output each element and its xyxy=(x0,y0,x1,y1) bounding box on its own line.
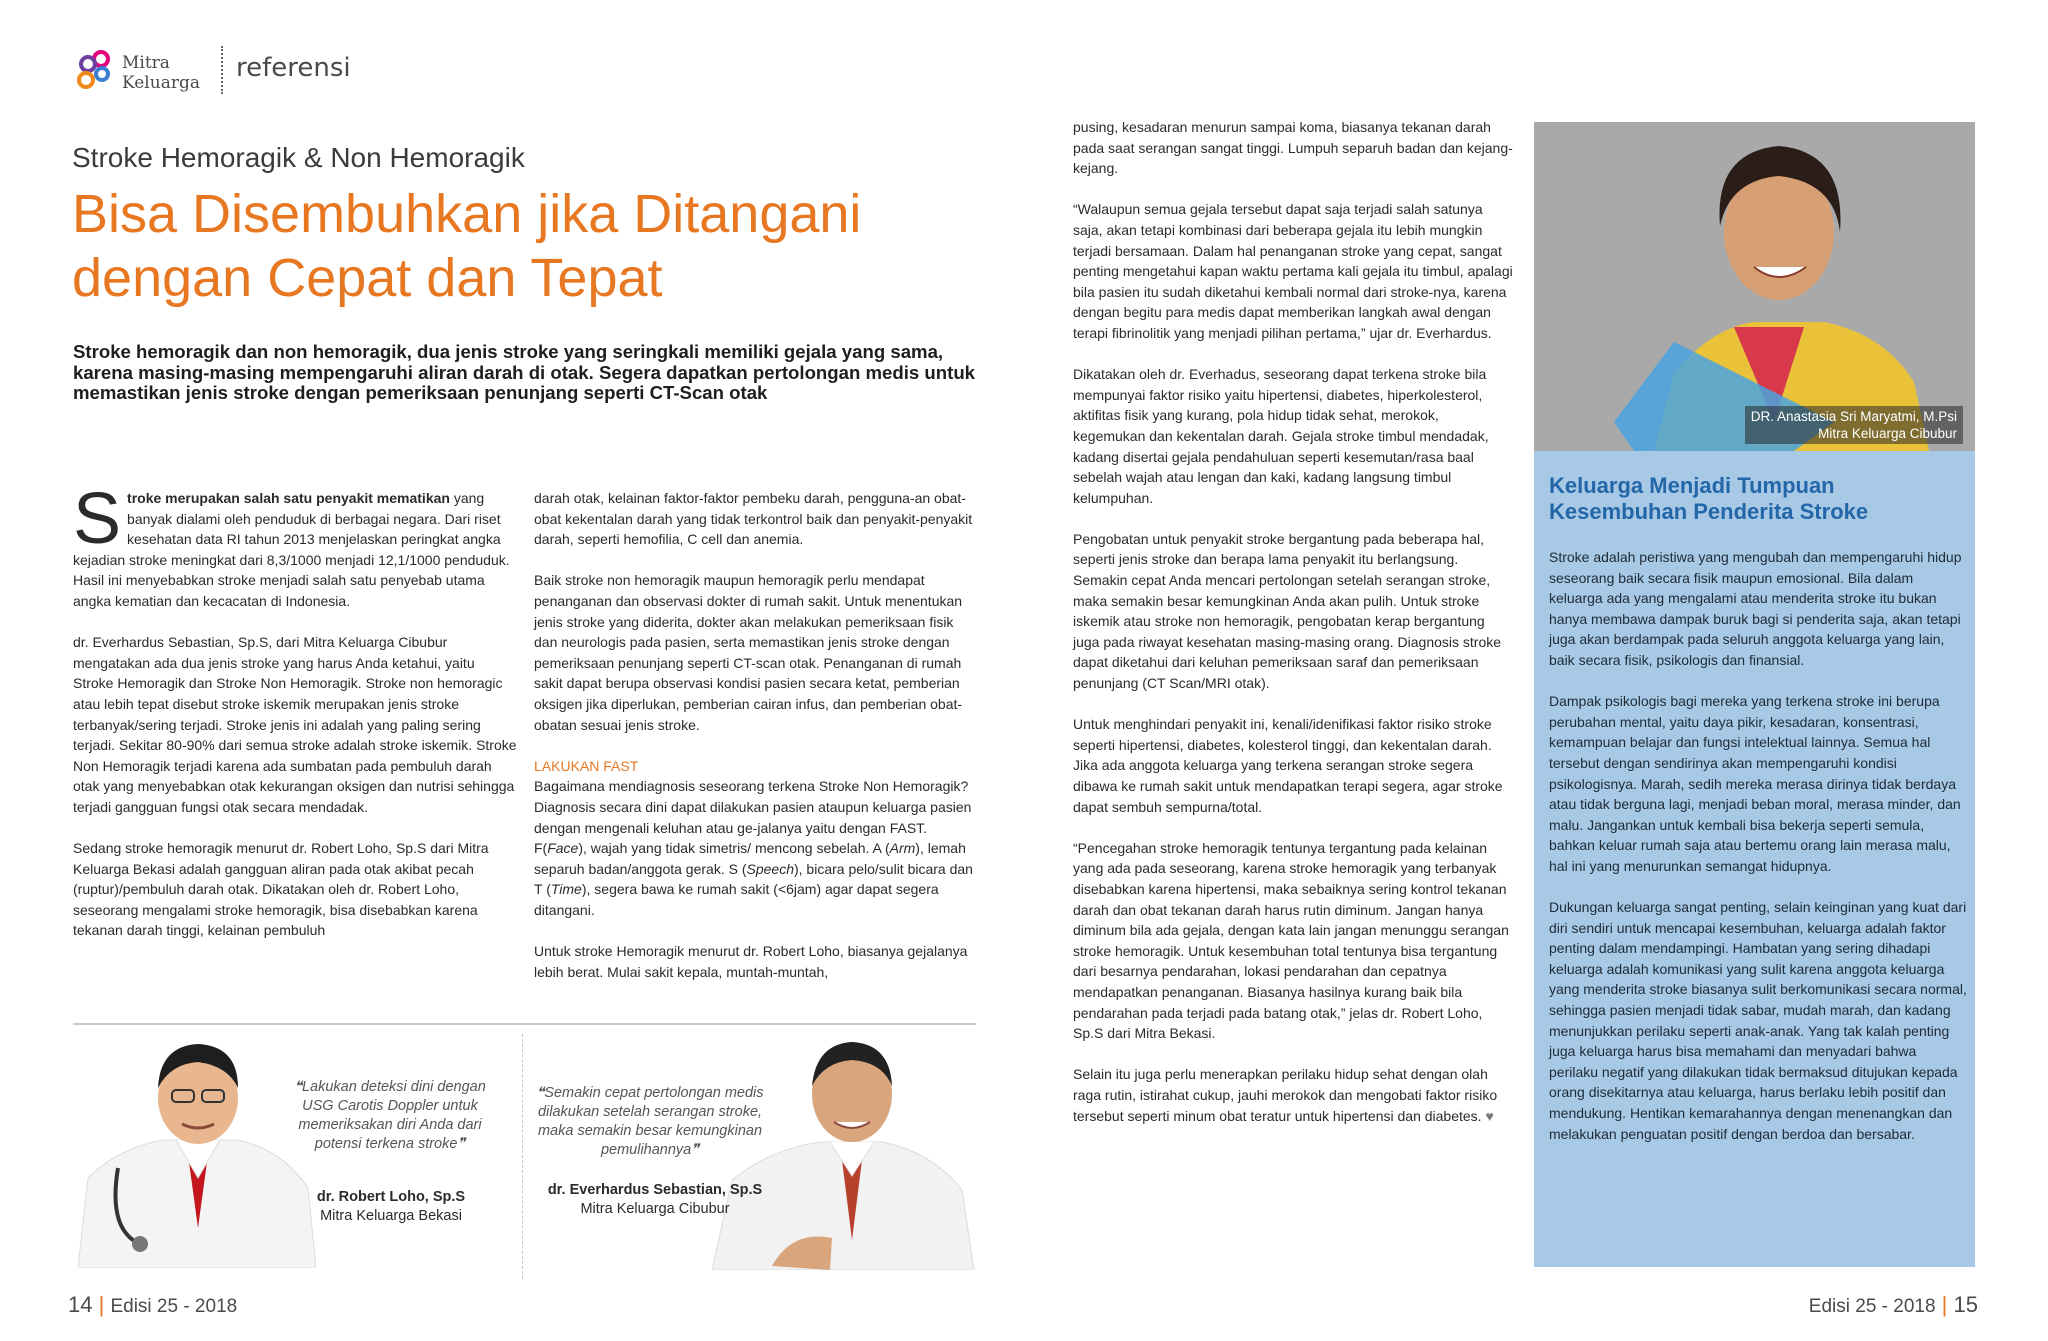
body-column-1 xyxy=(73,479,517,962)
paragraph: Untuk menghindari penyakit ini, kenali/idenifikasi faktor risiko stroke seperti hipertensi, diabetes, kolesterol tinggi, dan kekentalan darah. Jika ada anggota keluarga yang terkena serangan stroke segera dibawa ke rumah sakit untuk mendapatkan terapi segera, agar stroke dapat sembuh sempurna/total. xyxy=(1073,716,1503,815)
sidebar-paragraph: Dukungan keluarga sangat penting, selain keinginan yang kuat dari diri sendiri untuk mencapai kesembuhan, keluarga adalah faktor penting dalam mendampingi. Hambatan yang sering dihadapi keluarga adalah komunikasi yang sulit karena anggota keluarga yang menderita stroke biasanya sulit berkomunikasi secara normal, sehingga pasien menjadi tidak sabar, mudah marah, dan kadang menunjukkan perilaku seperti anak-anak. Yang tak kalah penting juga keluarga harus bisa memahami dan menyadari bahwa perilaku negatif yang dilakukan tidak bermaksud ditujukan kepada orang disekitarnya atau keluarga, harus berlaku lebih positif dan mendukung. Hentikan kemarahannya dengan menenangkan dan melakukan penguatan positif dengan berdoa dan bersabar. xyxy=(1549,899,1967,1142)
paragraph: Untuk stroke Hemoragik menurut dr. Robert Loho, biasanya gejalanya lebih berat. Mulai sakit kepala, muntah-muntah, xyxy=(534,943,968,980)
page-number-right: 15 xyxy=(1953,1292,1978,1317)
headline xyxy=(72,182,1032,310)
doctor-hospital: Mitra Keluarga Bekasi xyxy=(320,1208,462,1224)
paragraph: “Pencegahan stroke hemoragik tentunya tergantung pada kelainan yang ada pada seseorang, karena stroke hemoragik yang terbanyak disebabkan karena hipertensi, maka sebaiknya sering kontrol tekanan darah dan obat tekanan darah harus rutin diminum. Jangan hanya diminum bila ada gejala, dengan kata lain jangan menunggu serangan stroke hemoragik. Untuk kesembuhan total tentunya bisa tergantung dari besarnya pendarahan, lokasi pendarahan dan cepatnya mendapatkan penanganan. Biasanya hasilnya kurang baik bila pendarahan pada terjadi pada batang otak,” jelas dr. Robert Loho, Sp.S dari Mitra Bekasi. xyxy=(1073,839,1509,1042)
psychologist-hospital: Mitra Keluarga Cibubur xyxy=(1818,426,1957,441)
text-run: ), lemah separuh badan/anggota gerak. S ( xyxy=(534,840,966,877)
header-divider xyxy=(221,46,223,94)
paragraph: darah otak, kelainan faktor-faktor pembeku darah, pengguna-an obat-obat kekentalan darah yang tidak terkontrol baik dan penyakit-penyakit darah, seperti hemofilia, C cell dan anemia. xyxy=(534,490,973,548)
quote-divider xyxy=(522,1034,523,1279)
logo-line1: Mitra xyxy=(122,53,170,73)
paragraph: Baik stroke non hemoragik maupun hemoragik perlu mendapat penanganan dan observasi dokter di rumah sakit. Untuk menentukan jenis stroke yang diderita, dokter akan melakukan pemeriksaan fisik dan neurologis pada pasien, serta memastikan jenis stroke dengan pemeriksaan penunjang seperti CT-scan otak. Penanganan di rumah sakit dapat berupa observasi kondisi pasien secara ketat, pemberian oksigen jika diperlukan, pemberian cairan infus, dan pemberian obat-obatan sesuai jenis stroke. xyxy=(534,572,963,733)
text-run: Face xyxy=(547,840,579,857)
caption-everhardus xyxy=(540,1181,770,1219)
logo-text xyxy=(122,53,200,93)
paragraph: Pengobatan untuk penyakit stroke bergantung pada beberapa hal, seperti jenis stroke dan berapa lama penyakit itu berlangsung. Semakin cepat Anda mencari pertolongan setelah serangan stroke, maka semakin besar kemungkinan Anda akan pulih. Untuk stroke iskemik atau stroke non hemoragik, pengobatan kerap bergantung juga pada riwayat kesehatan masing-masing orang. Diagnosis stroke dapat diketahui dari keluhan pemeriksaan saraf dan pemeriksaan penunjang (CT Scan/MRI otak). xyxy=(1073,530,1502,692)
doctor-hospital: Mitra Keluarga Cibubur xyxy=(580,1201,730,1217)
logo-mark-icon xyxy=(72,47,118,93)
paragraph-intro xyxy=(73,479,517,612)
subheading-fast: LAKUKAN FAST xyxy=(534,757,639,774)
headline-line1: Bisa Disembuhkan jika Ditangani xyxy=(72,184,862,244)
paragraph-closing xyxy=(1073,1064,1513,1126)
folio-separator: | xyxy=(98,1292,105,1317)
sidebar-paragraph: Dampak psikologis bagi mereka yang terkena stroke ini berupa perubahan mental, yaitu daya pikir, kesadaran, konsentrasi, kemampuan belajar dan fungsi intelektual lainnya. Semua hal tersebut dengan sendirinya akan mempengaruhi kondisi psikologisnya. Marah, sedih mereka merasa dirinya tidak berdaya atau tidak berguna lagi, menjadi beban moral, merasa minder, dan malu. Jangankan untuk kembali bisa bekerja seperti semula, bahkan keluar rumah saja atau bertemu orang lain merasa malu, hal ini yang menurunkan semangat hidupnya. xyxy=(1549,693,1961,874)
kicker: Stroke Hemoragik & Non Hemoragik xyxy=(72,142,525,173)
folio-separator: | xyxy=(1941,1292,1948,1317)
edition-right: Edisi 25 - 2018 xyxy=(1808,1296,1936,1317)
paragraph: Sedang stroke hemoragik menurut dr. Robert Loho, Sp.S dari Mitra Keluarga Bekasi adalah gangguan aliran pada otak akibat pecah (ruptur)/pembuluh darah otak. Dikatakan oleh dr. Robert Loho, seseorang mengalami stroke hemoragik, bisa disebabkan karena tekanan darah tinggi, kelainan pembuluh xyxy=(73,840,489,939)
folio-left xyxy=(68,1292,237,1318)
psychologist-name: DR. Anastasia Sri Maryatmi, M.Psi xyxy=(1750,409,1957,424)
doctor-name: dr. Robert Loho, Sp.S xyxy=(316,1189,466,1205)
paragraph: “Walaupun semua gejala tersebut dapat saja terjadi salah satunya saja, akan tetapi kombinasi dari beberapa gejala itu lebih mungkin terjadi bersamaan. Dalam hal penanganan stroke yang cepat, sangat penting mengetahui kapan waktu pertama kali gejala itu timbul, apalagi bila pasien itu sudah diketahui kembali normal dari stroke-nya, karena dengan begitu para medis dapat memberikan langkah awal dengan terapi fibrinolitik yang menjadi pilihan pertama,” ujar dr. Everhardus. xyxy=(1073,201,1513,341)
text-run: ), wajah yang tidak simetris/ mencong sebelah. A ( xyxy=(578,840,890,857)
sidebar-paragraph: Stroke adalah peristiwa yang mengubah dan mempengaruhi hidup seseorang baik secara fisik maupun emosional. Bila dalam keluarga ada yang mengalami atau menderita stroke itu bukan hanya membawa dampak buruk bagi si penderita saja, akan tetapi juga akan berdampak pada seluruh anggota keluarga yang lain, baik secara fisik, psikologis dan finansial. xyxy=(1549,549,1962,668)
headline-line2: dengan Cepat dan Tepat xyxy=(72,248,663,308)
pull-quote-1: ❝Lakukan deteksi dini dengan USG Carotis Doppler untuk memeriksakan diri Anda dari potensi terkena stroke❞ xyxy=(294,1079,486,1152)
photo-caption xyxy=(1745,406,1963,444)
text-run: ), bicara pelo/sulit bicara dan T ( xyxy=(534,860,973,898)
body-column-3 xyxy=(1073,117,1513,1147)
paragraph: Dikatakan oleh dr. Everhadus, seseorang dapat terkena stroke bila mempunyai faktor risiko yaitu hipertensi, diabetes, hiperkolesterol, aktifitas fisik yang kurang, pola hidup tidak sehat, merokok, kegemukan dan kekentalan darah. Gejala stroke timbul mendadak, kadang disertai gejala pendahuluan seperti kesemutan/rasa baal sebelah wajah atau lengan dan kaki, kadang langsung timbul kelumpuhan. xyxy=(1073,366,1489,506)
intro-rest: yang banyak dialami oleh penduduk di berbagai negara. Dari riset kesehatan data RI tahun 2013 menjelaskan peringkat angka kejadian stroke meningkat dari 8,3/1000 menjadi 12,1/1000 penduduk. Hasil ini menyebabkan stroke menjadi salah satu penyebab utama angka kematian dan kecacatan di Indonesia. xyxy=(73,490,510,609)
sidebar-photo xyxy=(1534,122,1975,451)
drop-cap: S xyxy=(73,479,122,559)
section-label: referensi xyxy=(236,53,351,83)
lead-paragraph: Stroke hemoragik dan non hemoragik, dua jenis stroke yang seringkali memiliki gejala yang sama, karena masing-masing mempengaruhi aliran darah di otak. Segera dapatkan pertolongan medis untuk memastikan jenis stroke dengan pemeriksaan penunjang seperti CT-Scan otak xyxy=(73,341,976,403)
text-run: Bagaimana mendiagnosis seseorang terkena Stroke Non Hemoragik? Diagnosis secara dini dapat dilakukan pasien ataupun keluarga pasien dengan mengenali keluhan atau ge-jalanya yaitu dengan FAST. F( xyxy=(534,778,972,857)
paragraph: dr. Everhardus Sebastian, Sp.S, dari Mitra Keluarga Cibubur mengatakan ada dua jenis stroke yang harus Anda ketahui, yaitu Stroke Hemoragik dan Stroke Non Hemoragik. Stroke non hemoragic atau lebih tepat disebut stroke iskemik merupakan jenis stroke terbanyak/sering terjadi. Stroke jenis ini adalah yang paling sering terjadi. Sekitar 80-90% dari semua stroke adalah stroke iskemik. Stroke Non Hemoragik terjadi karena ada sumbatan pada pembuluh darah otak yang menyebabkan otak kekurangan oksigen dan nutrisi sehingga terjadi gangguan fungsi otak secara mendadak. xyxy=(73,634,517,815)
closing-text: Selain itu juga perlu menerapkan perilaku hidup sehat dengan olah raga rutin, istirahat cukup, jauhi merokok dan mengobati faktor risiko tersebut seperti minum obat teratur untuk hipertensi dan diabetes. xyxy=(1073,1066,1498,1124)
intro-bold: troke merupakan salah satu penyakit mematikan xyxy=(127,490,450,506)
pull-quote-2: ❝Semakin cepat pertolongan medis dilakukan setelah serangan stroke, maka semakin besar kemungkinan pemulihannya❞ xyxy=(536,1085,764,1158)
sidebar-body xyxy=(1549,547,1967,1165)
body-column-2 xyxy=(534,488,976,1003)
text-run: ), segera bawa ke rumah sakit (<6jam) agar dapat segera ditangani. xyxy=(534,881,939,918)
quote-section-rule xyxy=(73,1023,976,1025)
caption-robert-loho xyxy=(296,1188,486,1226)
doctor-name: dr. Everhardus Sebastian, Sp.S xyxy=(547,1182,763,1198)
sidebar-title: Keluarga Menjadi Tumpuan Kesembuhan Penderita Stroke xyxy=(1549,473,1869,524)
paragraph: pusing, kesadaran menurun sampai koma, biasanya tekanan darah pada saat serangan sangat tinggi. Lumpuh separuh badan dan kejang-kejang. xyxy=(1073,119,1513,177)
text-run: Speech xyxy=(746,860,794,877)
mitra-keluarga-logo xyxy=(72,45,212,97)
paragraph-fast xyxy=(534,776,976,920)
text-run: Time xyxy=(550,881,582,898)
heart-icon: ♥ xyxy=(1485,1107,1494,1124)
psychologist-portrait-icon xyxy=(1534,122,1975,451)
edition-left: Edisi 25 - 2018 xyxy=(110,1296,238,1317)
logo-line2: Keluarga xyxy=(122,73,200,93)
page-number-left: 14 xyxy=(68,1292,93,1317)
text-run: Arm xyxy=(889,840,916,857)
folio-right xyxy=(1809,1292,1978,1318)
